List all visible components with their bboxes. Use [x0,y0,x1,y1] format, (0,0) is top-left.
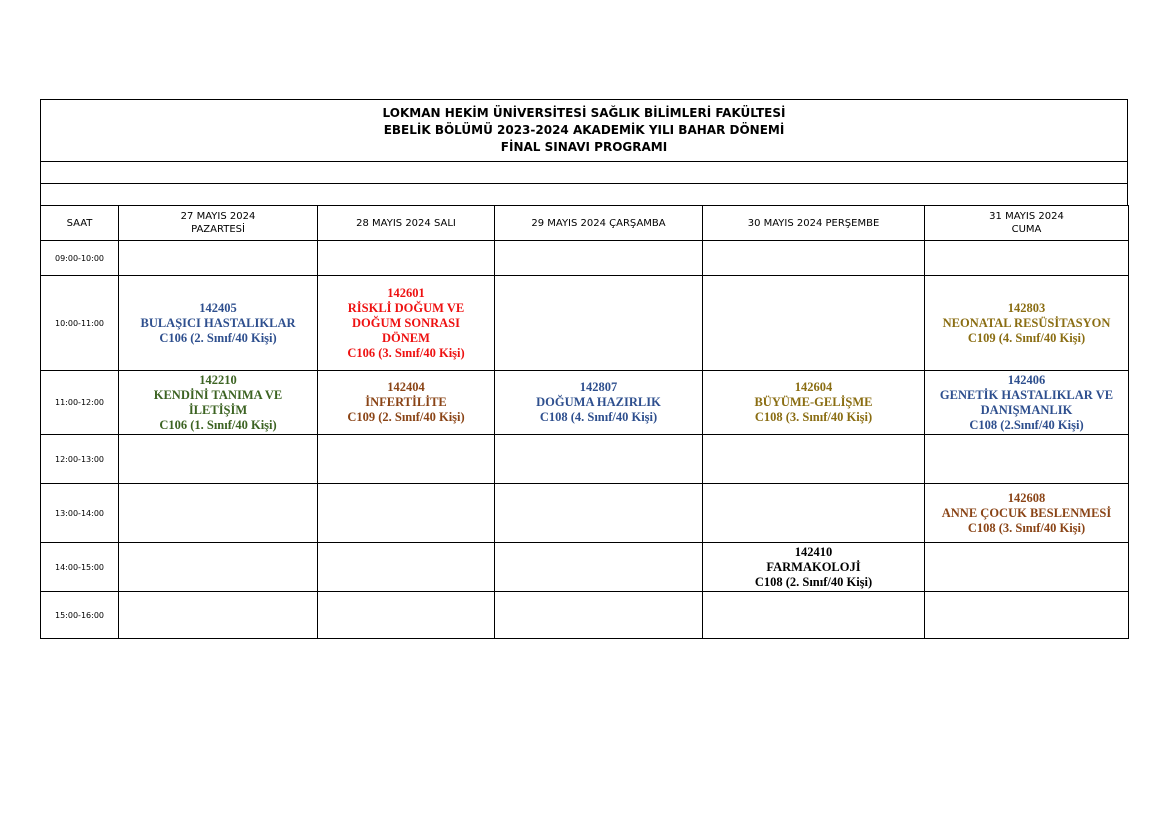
table-row [41,435,1129,484]
exam-title: BULAŞICI HASTALIKLAR [140,315,296,330]
exam-title: İNFERTİLİTE [365,395,447,409]
empty-cell [703,484,925,543]
exam-code: 142601 [387,285,425,300]
exam-room: C108 (2. Sınıf/40 Kişi) [754,574,873,589]
exam-title-line2: DANIŞMANLIK [980,402,1073,417]
exam-cell [119,276,318,371]
empty-cell [318,592,495,639]
empty-cell [495,484,703,543]
header-university: LOKMAN HEKİM ÜNİVERSİTESİ SAĞLIK BİLİMLERİ FAKÜLTESİ [382,106,786,120]
time-slot: 10:00-11:00 [41,276,119,371]
exam-room: C109 (2. Sınıf/40 Kişi) [347,410,465,424]
exam-room: C108 (3. Sınıf/40 Kişi) [967,520,1086,535]
empty-cell [119,241,318,276]
table-row [41,592,1129,639]
time-slot: 14:00-15:00 [41,543,119,592]
exam-code: 142608 [1007,490,1046,505]
table-row [41,484,1129,543]
exam-cell [119,371,318,435]
empty-cell [703,241,925,276]
exam-room: C106 (3. Sınıf/40 Kişi) [347,345,465,360]
blank-row [40,161,1128,183]
empty-cell [925,241,1129,276]
exam-code: 142406 [1007,372,1046,387]
exam-cell [703,543,925,592]
empty-cell [318,435,495,484]
exam-cell [318,371,495,435]
blank-row [40,183,1128,205]
empty-cell [318,543,495,592]
exam-title-line2: İLETİŞİM [188,402,248,417]
table-row [41,241,1129,276]
exam-title: DOĞUMA HAZIRLIK [536,395,661,409]
empty-cell [318,241,495,276]
exam-code: 142404 [387,380,425,394]
exam-cell [925,371,1129,435]
exam-room: C108 (2.Sınıf/40 Kişi) [969,417,1084,432]
document-header [40,99,1128,161]
exam-cell [318,276,495,371]
time-slot: 09:00-10:00 [41,241,119,276]
empty-cell [119,543,318,592]
exam-title-line3: DÖNEM [382,330,430,345]
exam-code: 142405 [199,300,237,315]
exam-schedule-sheet [40,99,1128,639]
exam-title-line2: DOĞUM SONRASI [352,315,460,330]
column-header-friday: 31 MAYIS 2024 CUMA [925,206,1129,241]
empty-cell [925,543,1129,592]
exam-room: C108 (4. Sınıf/40 Kişi) [539,410,658,424]
column-header-wednesday: 29 MAYIS 2024 ÇARŞAMBA [495,206,703,241]
table-row [41,371,1129,435]
time-slot: 15:00-16:00 [41,592,119,639]
exam-title: FARMAKOLOJİ [766,559,861,574]
exam-code: 142807 [579,380,618,394]
exam-room: C109 (4. Sınıf/40 Kişi) [967,330,1086,345]
empty-cell [703,435,925,484]
empty-cell [495,241,703,276]
exam-room: C108 (3. Sınıf/40 Kişi) [754,410,873,424]
time-slot: 11:00-12:00 [41,371,119,435]
empty-cell [925,435,1129,484]
exam-title: RİSKLİ DOĞUM VE [347,300,465,315]
empty-cell [495,276,703,371]
exam-cell [925,276,1129,371]
empty-cell [119,592,318,639]
time-slot: 12:00-13:00 [41,435,119,484]
empty-cell [119,435,318,484]
empty-cell [925,592,1129,639]
exam-code: 142210 [199,372,237,387]
exam-cell [925,484,1129,543]
header-department: EBELİK BÖLÜMÜ 2023-2024 AKADEMİK YILI BAHAR DÖNEMİ [383,123,785,137]
exam-room: C106 (2. Sınıf/40 Kişi) [159,330,277,345]
empty-cell [318,484,495,543]
column-header-thursday: 30 MAYIS 2024 PERŞEMBE [703,206,925,241]
exam-code: 142803 [1007,300,1046,315]
column-header-monday: 27 MAYIS 2024 PAZARTESİ [119,206,318,241]
exam-title: GENETİK HASTALIKLAR VE [939,387,1114,402]
exam-title: NEONATAL RESÜSİTASYON [942,315,1111,330]
exam-cell [703,371,925,435]
exam-title: ANNE ÇOCUK BESLENMESİ [941,505,1112,520]
column-header-time: SAAT [41,206,119,241]
header-program: FİNAL SINAVI PROGRAMI [500,140,668,154]
exam-title: BÜYÜME-GELİŞME [754,395,873,409]
empty-cell [119,484,318,543]
column-header-tuesday: 28 MAYIS 2024 SALI [318,206,495,241]
empty-cell [703,276,925,371]
table-row [41,543,1129,592]
empty-cell [495,435,703,484]
exam-room: C106 (1. Sınıf/40 Kişi) [159,417,277,432]
time-slot: 13:00-14:00 [41,484,119,543]
table-header-row [41,206,1129,241]
empty-cell [495,543,703,592]
schedule-table [40,205,1129,639]
table-row [41,276,1129,371]
empty-cell [495,592,703,639]
exam-code: 142604 [794,380,833,394]
exam-code: 142410 [794,544,833,559]
exam-title: KENDİNİ TANIMA VE [153,387,283,402]
empty-cell [703,592,925,639]
exam-cell [495,371,703,435]
